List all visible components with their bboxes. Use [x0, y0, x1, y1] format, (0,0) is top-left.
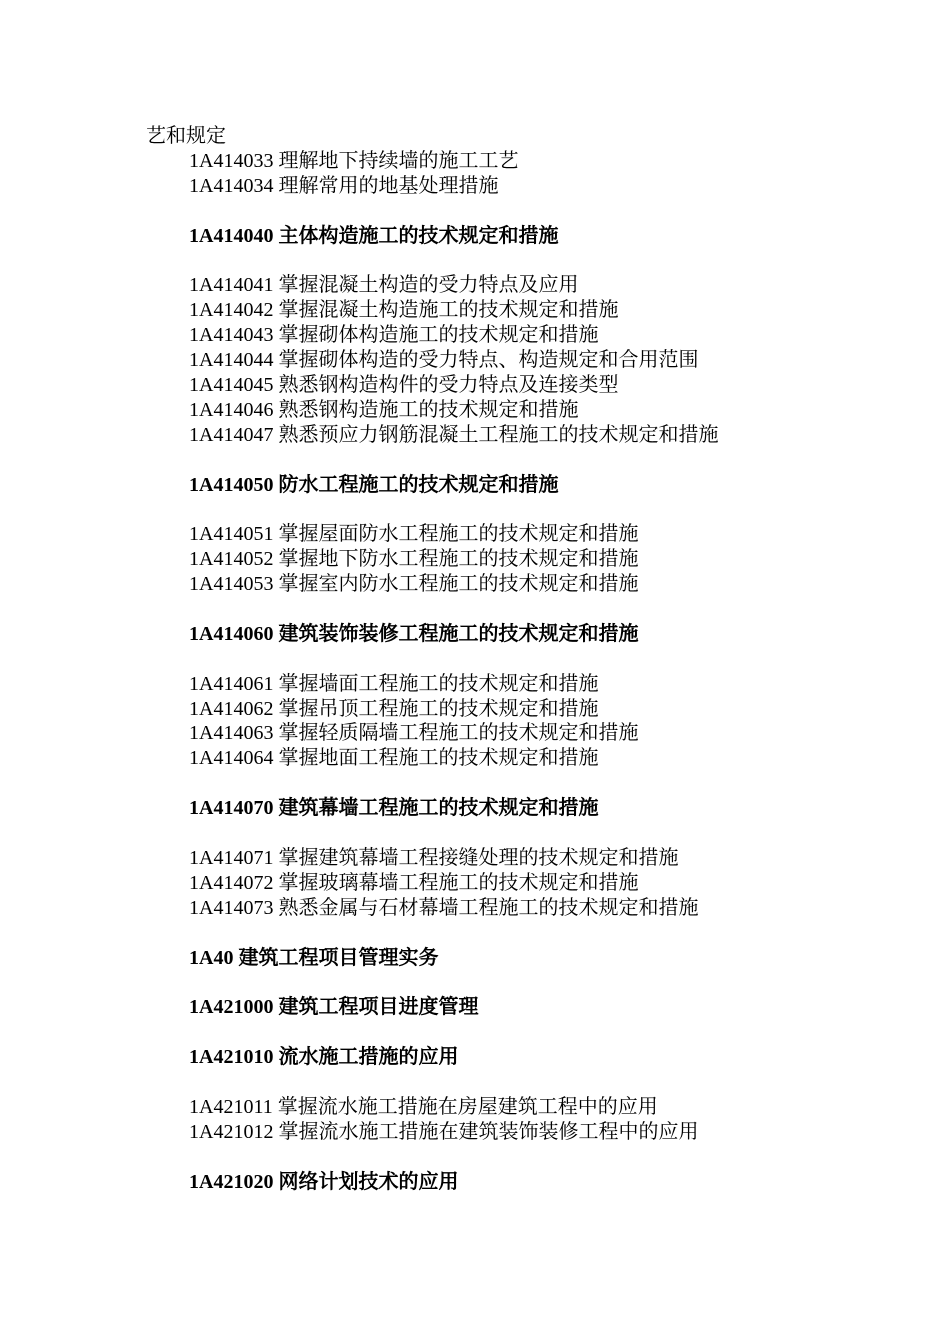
list-item: 1A414033 理解地下持续墙的施工工艺: [189, 150, 519, 172]
section-heading: 1A40 建筑工程项目管理实务: [189, 947, 439, 969]
list-item: 1A414042 掌握混凝土构造施工的技术规定和措施: [189, 299, 619, 321]
section-heading: 1A414070 建筑幕墙工程施工的技术规定和措施: [189, 797, 599, 819]
list-item: 1A414071 掌握建筑幕墙工程接缝处理的技术规定和措施: [189, 847, 679, 869]
list-item: 1A414073 熟悉金属与石材幕墙工程施工的技术规定和措施: [189, 897, 699, 919]
list-item: 1A414043 掌握砌体构造施工的技术规定和措施: [189, 324, 599, 346]
list-item: 1A414046 熟悉钢构造施工的技术规定和措施: [189, 399, 579, 421]
list-item: 1A414061 掌握墙面工程施工的技术规定和措施: [189, 673, 599, 695]
list-item: 1A421011 掌握流水施工措施在房屋建筑工程中的应用: [189, 1096, 658, 1118]
list-item: 1A414064 掌握地面工程施工的技术规定和措施: [189, 747, 599, 769]
list-item: 1A414053 掌握室内防水工程施工的技术规定和措施: [189, 573, 639, 595]
continuation-text: 艺和规定: [146, 125, 226, 147]
section-heading: 1A414050 防水工程施工的技术规定和措施: [189, 474, 559, 496]
list-item: 1A414051 掌握屋面防水工程施工的技术规定和措施: [189, 523, 639, 545]
list-item: 1A414044 掌握砌体构造的受力特点、构造规定和合用范围: [189, 349, 699, 371]
list-item: 1A414047 熟悉预应力钢筋混凝土工程施工的技术规定和措施: [189, 424, 719, 446]
list-item: 1A414041 掌握混凝土构造的受力特点及应用: [189, 274, 579, 296]
section-heading: 1A414040 主体构造施工的技术规定和措施: [189, 225, 559, 247]
section-heading: 1A421000 建筑工程项目进度管理: [189, 996, 479, 1018]
list-item: 1A414062 掌握吊顶工程施工的技术规定和措施: [189, 698, 599, 720]
list-item: 1A414072 掌握玻璃幕墙工程施工的技术规定和措施: [189, 872, 639, 894]
list-item: 1A414052 掌握地下防水工程施工的技术规定和措施: [189, 548, 639, 570]
section-heading: 1A421010 流水施工措施的应用: [189, 1046, 459, 1068]
list-item: 1A414034 理解常用的地基处理措施: [189, 175, 499, 197]
section-heading: 1A414060 建筑装饰装修工程施工的技术规定和措施: [189, 623, 639, 645]
list-item: 1A421012 掌握流水施工措施在建筑装饰装修工程中的应用: [189, 1121, 699, 1143]
list-item: 1A414045 熟悉钢构造构件的受力特点及连接类型: [189, 374, 619, 396]
section-heading: 1A421020 网络计划技术的应用: [189, 1171, 459, 1193]
list-item: 1A414063 掌握轻质隔墙工程施工的技术规定和措施: [189, 722, 639, 744]
